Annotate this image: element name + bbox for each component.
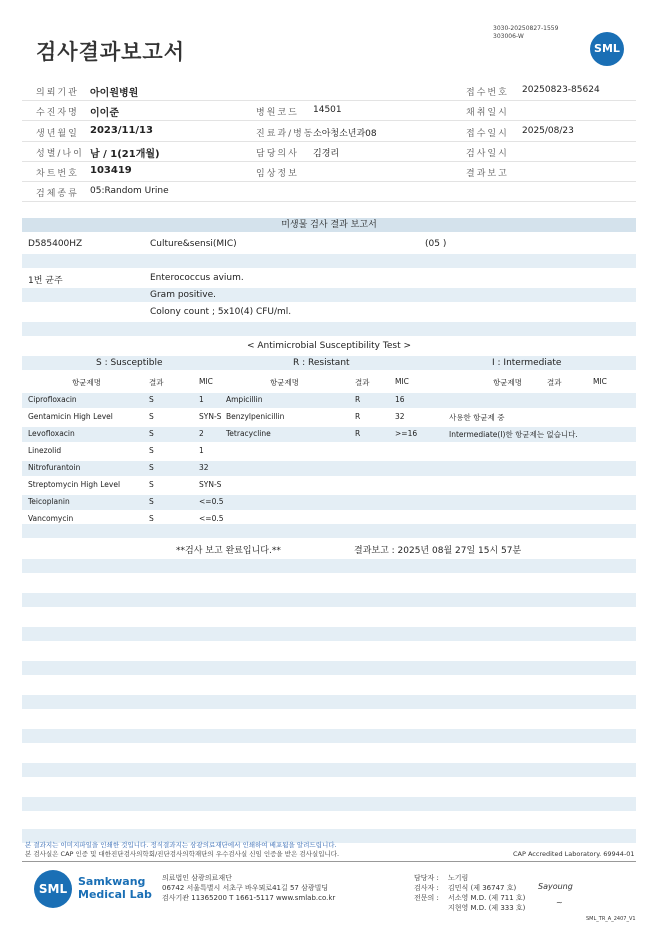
report-time: 결과보고 : 2025년 08월 27일 15시 57분 — [354, 546, 522, 556]
header-label: 임상정보 — [256, 169, 299, 179]
header-label: 검사일시 — [466, 149, 509, 159]
drug-name: Vancomycin — [28, 514, 74, 523]
row-band — [22, 495, 636, 510]
drug-mic: >=16 — [395, 429, 418, 438]
header-row — [22, 80, 636, 101]
row-band — [22, 695, 636, 709]
header-value: 05:Random Urine — [90, 186, 169, 196]
ast-title: < Antimicrobial Susceptibility Test > — [247, 341, 411, 351]
drug-mic: 2 — [199, 429, 204, 438]
header-row — [22, 100, 636, 121]
drug-mic: SYN-S — [199, 480, 222, 489]
accreditation-notice: 본 검사실은 CAP 인증 및 대한진단검사의학회/진단검사의학재단의 우수검사실 신임 인증을 받은 검사실입니다. — [25, 850, 340, 858]
form-code: SML_TR_A_2407_V1 — [586, 916, 636, 922]
header-value: 이이준 — [90, 108, 119, 119]
drug-name: Ciprofloxacin — [28, 395, 77, 404]
drug-name: Streptomycin High Level — [28, 480, 121, 489]
staff-line: 지현영 M.D. (제 333 호) — [448, 904, 526, 912]
row-band — [22, 593, 636, 607]
lab-address: 06742 서울특별시 서초구 바우뫼로41길 57 삼광빌딩 — [162, 884, 329, 892]
staff-line: 담당자 : 노기림 — [414, 874, 469, 882]
drug-result: S — [149, 463, 154, 472]
column-header: MIC — [593, 377, 607, 386]
drug-name: Tetracycline — [226, 429, 271, 438]
header-label: 검체종류 — [36, 189, 79, 199]
footer-divider — [22, 861, 636, 862]
image-notice: 본 결과지는 이미지파일을 인쇄한 것입니다. 정식결과지는 삼광의료재단에서 인쇄하여 배포됨을 알려드립니다. — [25, 841, 337, 849]
header-label: 접수일시 — [466, 129, 509, 139]
drug-result: R — [355, 429, 361, 438]
cap-accreditation: CAP Accredited Laboratory. 69944-01 — [513, 850, 635, 858]
header-value: 남 / 1(21개월) — [90, 149, 160, 160]
drug-name: Benzylpenicillin — [226, 412, 285, 421]
sml-logo-bottom: SML — [34, 870, 72, 908]
drug-result: S — [149, 480, 154, 489]
drug-name: Levofloxacin — [28, 429, 75, 438]
header-label: 진료과/병동 — [256, 129, 315, 139]
row-band — [22, 524, 636, 538]
row-band — [22, 393, 636, 408]
signature-1: Sayoung — [538, 882, 573, 891]
header-label: 담당의사 — [256, 149, 299, 159]
report-complete-line — [22, 541, 636, 555]
header-label: 병원코드 — [256, 108, 299, 118]
drug-name: Linezolid — [28, 446, 62, 455]
header-value: 아이원병원 — [90, 88, 139, 99]
column-header: 결과 — [547, 378, 562, 387]
header-label: 채취일시 — [466, 108, 509, 118]
strain-label: 1번 균주 — [28, 276, 63, 286]
drug-mic: 32 — [395, 412, 405, 421]
drug-name: Teicoplanin — [28, 497, 70, 506]
staff-block — [414, 873, 525, 913]
test-code: D585400HZ — [28, 239, 83, 249]
drug-mic: 16 — [395, 395, 405, 404]
header-value: 103419 — [90, 165, 132, 176]
drug-mic: 32 — [199, 463, 209, 472]
drug-name: Gentamicin High Level — [28, 412, 113, 421]
sml-logo: SML — [590, 32, 624, 66]
header-value: 14501 — [313, 105, 342, 115]
page-title: 검사결과보고서 — [36, 40, 186, 64]
staff-line: 전문의 : 서소영 M.D. (제 711 호) — [414, 894, 526, 902]
signature-2: ~ — [556, 898, 563, 907]
header-row — [22, 141, 636, 162]
row-band — [22, 661, 636, 675]
drug-name: Ampicillin — [226, 395, 263, 404]
header-label: 성별/나이 — [36, 149, 84, 159]
column-header: 항균제명 — [72, 378, 101, 387]
column-header: MIC — [395, 377, 409, 386]
column-header: 항균제명 — [493, 378, 522, 387]
lab-contact: 검사기관 11365200 T 1661-5117 www.smlab.co.kr — [162, 894, 336, 902]
drug-mic: 1 — [199, 446, 204, 455]
row-band — [22, 322, 636, 336]
test-line — [22, 237, 636, 251]
intermediate-note: 사용한 항균제 중 — [449, 413, 505, 422]
lab-org: 의료법인 삼광의료재단 — [162, 874, 232, 882]
test-number: (05 ) — [425, 239, 447, 249]
column-header: 항균제명 — [270, 378, 299, 387]
drug-result: R — [355, 412, 361, 421]
row-band — [22, 559, 636, 573]
drug-result: S — [149, 429, 154, 438]
row-band — [22, 627, 636, 641]
lab-name: Samkwang Medical Lab — [78, 875, 152, 901]
header-value: 2025/08/23 — [522, 126, 574, 136]
section-title-band — [22, 218, 636, 232]
organism: Enterococcus avium. — [150, 273, 244, 283]
document-code: 3030-20250827-1559 303006-W — [493, 25, 559, 40]
header-label: 접수번호 — [466, 88, 509, 98]
row-band — [22, 729, 636, 743]
legend-intermediate: I : Intermediate — [492, 358, 562, 368]
ast-table — [22, 374, 636, 534]
drug-mic: <=0.5 — [199, 497, 224, 506]
gram-stain: Gram positive. — [150, 290, 216, 300]
header-label: 수진자명 — [36, 108, 79, 118]
column-header: MIC — [199, 377, 213, 386]
header-value: 20250823-85624 — [522, 85, 600, 95]
test-name: Culture&sensi(MIC) — [150, 239, 237, 249]
drug-mic: 1 — [199, 395, 204, 404]
header-value: 소아청소년과08 — [313, 129, 377, 139]
header-label: 의뢰기관 — [36, 88, 79, 98]
header-row — [22, 181, 636, 202]
intermediate-note: Intermediate(I)한 항균제는 없습니다. — [449, 430, 578, 439]
report-complete: **검사 보고 완료입니다.** — [176, 546, 281, 556]
strain-line — [22, 271, 636, 285]
staff-line: 검사자 : 김민식 (제 36747 호) — [414, 884, 517, 892]
row-band — [22, 797, 636, 811]
row-band — [22, 254, 636, 268]
header-row — [22, 121, 636, 142]
row-band — [22, 763, 636, 777]
legend-resistant: R : Resistant — [293, 358, 350, 368]
drug-result: S — [149, 514, 154, 523]
header-label: 결과보고 — [466, 169, 509, 179]
header-value: 2023/11/13 — [90, 125, 153, 136]
drug-result: S — [149, 395, 154, 404]
drug-result: S — [149, 497, 154, 506]
drug-result: S — [149, 412, 154, 421]
colony-count: Colony count ; 5x10(4) CFU/ml. — [150, 307, 292, 317]
drug-result: R — [355, 395, 361, 404]
header-label: 차트번호 — [36, 169, 79, 179]
ast-title-line — [22, 339, 636, 353]
drug-name: Nitrofurantoin — [28, 463, 81, 472]
header-value: 김경리 — [313, 149, 340, 159]
legend-susceptible: S : Susceptible — [96, 358, 163, 368]
lab-address-block — [162, 873, 335, 903]
column-header: 결과 — [355, 378, 370, 387]
column-header: 결과 — [149, 378, 164, 387]
section-title: 미생물 검사 결과 보고서 — [281, 220, 377, 230]
gram-line — [22, 288, 636, 302]
row-band — [22, 461, 636, 476]
drug-mic: SYN-S — [199, 412, 222, 421]
drug-mic: <=0.5 — [199, 514, 224, 523]
colony-line — [22, 305, 636, 319]
legend-line — [22, 356, 636, 370]
header-label: 생년월일 — [36, 129, 79, 139]
header-row — [22, 161, 636, 182]
drug-result: S — [149, 446, 154, 455]
